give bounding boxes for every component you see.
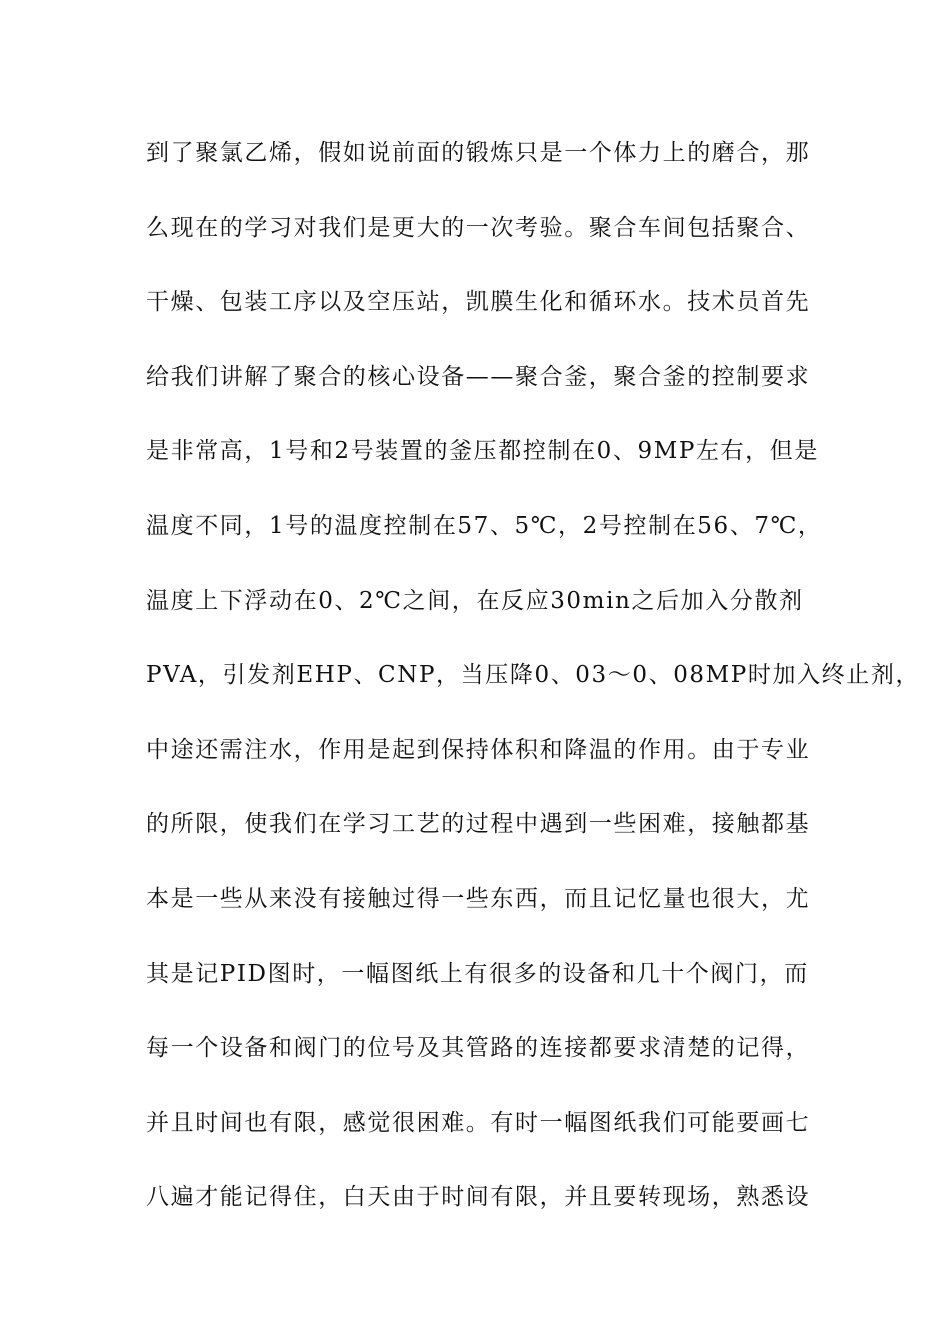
text-line: 八遍才能记得住，白天由于时间有限，并且要转现场，熟悉设 <box>146 1184 811 1211</box>
text-line: 的所限，使我们在学习工艺的过程中遇到一些困难，接触都基 <box>146 811 811 838</box>
text-line: 温度不同，1号的温度控制在57、5℃，2号控制在56、7℃， <box>146 512 823 539</box>
text-line: 每一个设备和阀门的位号及其管路的连接都要求清楚的记得， <box>146 1035 811 1062</box>
text-line: 是非常高，1号和2号装置的釜压都控制在0、9MP左右，但是 <box>146 438 819 465</box>
text-line: 并且时间也有限，感觉很困难。有时一幅图纸我们可能要画七 <box>146 1109 811 1136</box>
text-line: PVA，引发剂EHP、CNP，当压降0、03～0、08MP时加入终止剂， <box>146 662 921 689</box>
text-line: 温度上下浮动在0、2℃之间，在反应30min之后加入分散剂 <box>146 587 804 614</box>
text-line: 给我们讲解了聚合的核心设备——聚合釜，聚合釜的控制要求 <box>146 363 811 390</box>
text-line: 其是记PID图时，一幅图纸上有很多的设备和几十个阀门，而 <box>146 960 809 987</box>
text-line: 么现在的学习对我们是更大的一次考验。聚合车间包括聚合、 <box>146 214 811 241</box>
text-line: 中途还需注水，作用是起到保持体积和降温的作用。由于专业 <box>146 736 811 763</box>
text-line: 干燥、包装工序以及空压站，凯膜生化和循环水。技术员首先 <box>146 289 811 316</box>
text-line: 本是一些从来没有接触过得一些东西，而且记忆量也很大，尤 <box>146 885 811 912</box>
body-paragraph <box>146 133 921 1252</box>
text-line: 到了聚氯乙烯，假如说前面的锻炼只是一个体力上的磨合，那 <box>146 140 811 166</box>
